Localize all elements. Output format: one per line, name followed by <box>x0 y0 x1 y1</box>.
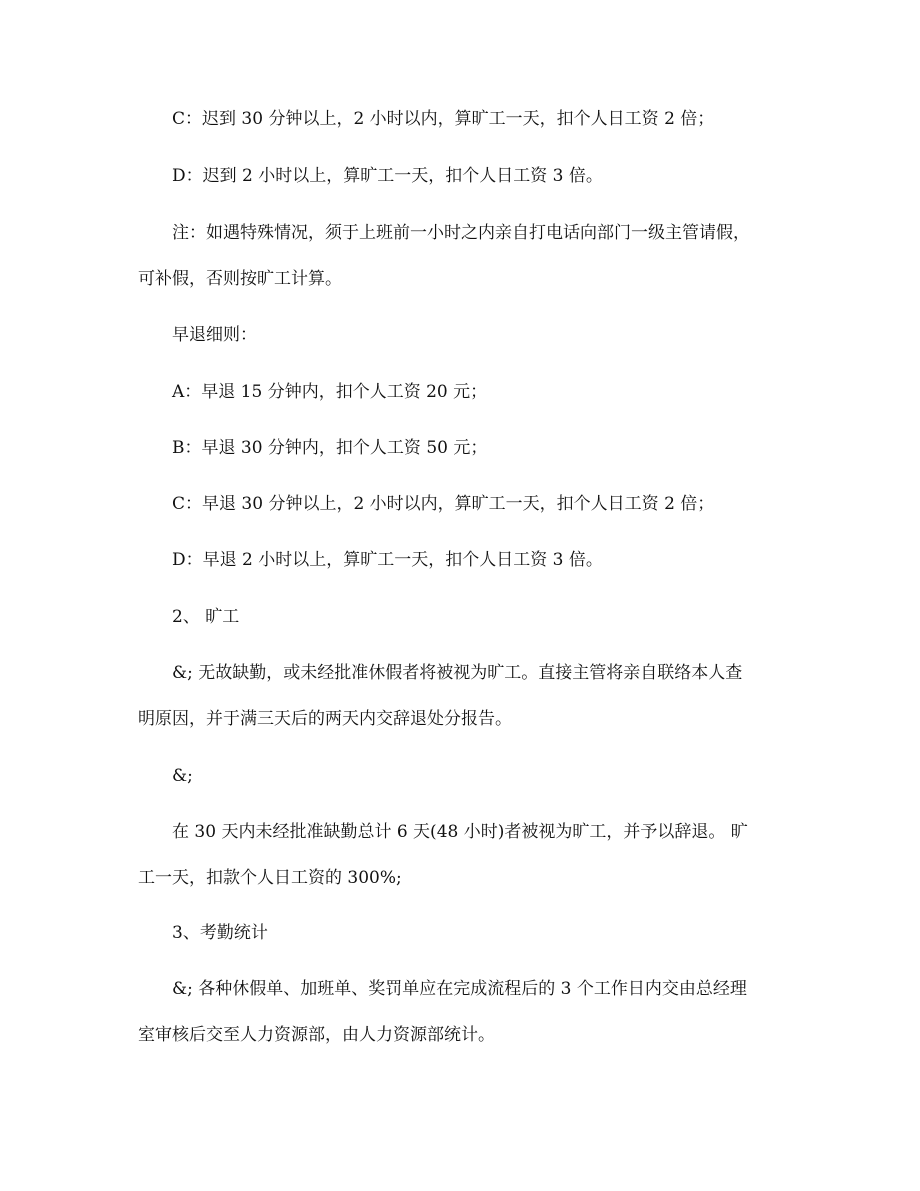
section-attendance-stats-heading: 3、考勤统计 <box>172 923 268 943</box>
early-rule-b: B：早退 30 分钟内，扣个人工资 50 元； <box>172 438 488 458</box>
absenteeism-para-2-line-1: 在 30 天内未经批准缺勤总计 6 天(48 小时)者被视为旷工，并予以辞退。 旷 <box>172 822 748 842</box>
absenteeism-para-2-line-2: 工一天，扣款个人日工资的 300%; <box>138 868 402 888</box>
ampersand-marker: &; <box>172 766 193 786</box>
absenteeism-para-1-line-2: 明原因，并于满三天后的两天内交辞退处分报告。 <box>138 709 512 729</box>
late-rule-d: D：迟到 2 小时以上，算旷工一天，扣个人日工资 3 倍。 <box>172 166 603 186</box>
early-rule-c: C：早退 30 分钟以上，2 小时以内，算旷工一天，扣个人日工资 2 倍； <box>172 494 715 514</box>
early-leave-heading: 早退细则： <box>172 325 257 345</box>
note-line-1: 注：如遇特殊情况，须于上班前一小时之内亲自打电话向部门一级主管请假， <box>172 223 750 243</box>
section-absenteeism-heading: 2、 旷工 <box>172 607 240 627</box>
attendance-stats-line-1: &; 各种休假单、加班单、奖罚单应在完成流程后的 3 个工作日内交由总经理 <box>172 979 747 999</box>
attendance-stats-line-2: 室审核后交至人力资源部，由人力资源部统计。 <box>138 1025 495 1045</box>
late-rule-c: C：迟到 30 分钟以上，2 小时以内，算旷工一天，扣个人日工资 2 倍； <box>172 109 715 129</box>
early-rule-d: D：早退 2 小时以上，算旷工一天，扣个人日工资 3 倍。 <box>172 550 603 570</box>
note-line-2: 可补假，否则按旷工计算。 <box>138 269 342 289</box>
absenteeism-para-1-line-1: &; 无故缺勤，或未经批准休假者将被视为旷工。直接主管将亲自联络本人查 <box>172 663 743 683</box>
early-rule-a: A：早退 15 分钟内，扣个人工资 20 元； <box>172 382 488 402</box>
